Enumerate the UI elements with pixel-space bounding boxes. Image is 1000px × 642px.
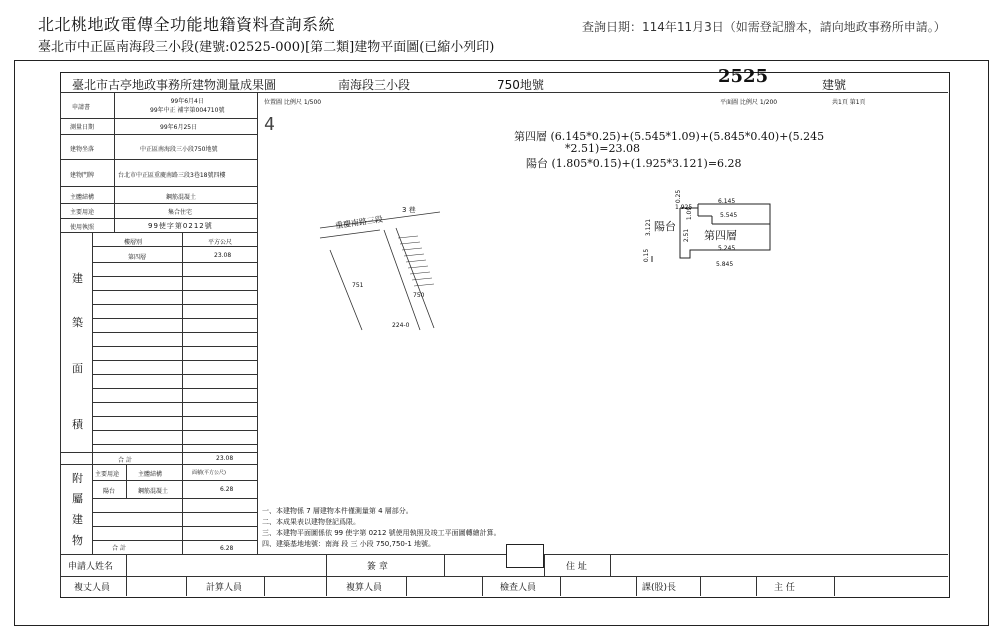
plan-scale-label: 平面圖 比例尺 1/200 xyxy=(720,99,778,106)
vertical-label-char: 築 xyxy=(72,316,83,329)
annex-header-area: 面積(平方公尺) xyxy=(192,470,226,476)
row-line xyxy=(92,332,257,333)
row-line xyxy=(92,416,257,417)
row-line xyxy=(92,318,257,319)
row-line xyxy=(60,159,257,160)
table-left-border xyxy=(60,92,61,596)
dim-5245: 5.245 xyxy=(718,245,736,252)
note-4: 四、建築基地地號：南海 段 三 小段 750,750-1 地號。 xyxy=(262,540,436,548)
calc-line-floor4: 第四層 (6.145*0.25)+(5.545*1.09)+(5.845*0.40)+(5.245 xyxy=(514,130,825,143)
row-line xyxy=(92,304,257,305)
query-date: 查詢日期：114年11月3日（如需登記謄本，請向地政事務所申請。） xyxy=(582,20,946,34)
area-total-label: 合 計 xyxy=(118,457,132,464)
annex-area: 6.28 xyxy=(220,486,234,493)
row-line xyxy=(92,540,257,541)
label-address: 建物門牌 xyxy=(70,172,95,179)
row-line xyxy=(60,452,257,453)
header-floor: 樓層別 xyxy=(124,239,143,246)
label-license: 使用執照 xyxy=(70,224,95,231)
row-line xyxy=(92,374,257,375)
dim-109: 1.09 xyxy=(686,206,694,221)
annex-col-divider xyxy=(126,464,127,498)
value-survey-date: 99年6月25日 xyxy=(160,124,198,131)
note-2: 二、本成果表以建物登記爲限。 xyxy=(262,518,360,526)
value-application: 99年6月4日 99年中正 補字第004710號 xyxy=(150,98,225,114)
row-line xyxy=(92,430,257,431)
road-label: 重慶南路三段 xyxy=(334,214,384,231)
label-location: 建物坐落 xyxy=(70,146,95,153)
calc-line-floor4-cont: *2.51)=23.08 xyxy=(565,142,640,155)
label-structure: 主體結構 xyxy=(70,194,95,201)
row-line xyxy=(92,388,257,389)
page-mark: 4 xyxy=(264,114,275,135)
footer-line xyxy=(60,554,948,555)
row-line xyxy=(92,480,257,481)
chief-label: 課(股)長 xyxy=(642,583,677,593)
footer-divider xyxy=(444,554,445,576)
value-structure: 鋼筋混凝土 xyxy=(166,194,197,201)
row-line xyxy=(92,346,257,347)
inspector-label: 檢查人員 xyxy=(500,583,537,593)
lot-label-224: 224-0 xyxy=(392,322,410,329)
note-1: 一、本建物係 7 層建物本件僅測量第 4 層部分。 xyxy=(262,507,413,515)
annex-total-label: 合 計 xyxy=(112,545,126,552)
row-line xyxy=(60,118,257,119)
dim-5545: 5.545 xyxy=(720,212,738,219)
row-line xyxy=(92,290,257,291)
calculator-label: 計算人員 xyxy=(206,583,243,593)
value-license: 99使字第0212號 xyxy=(148,222,213,230)
label-survey-date: 測量日期 xyxy=(70,124,95,131)
row-line xyxy=(60,218,257,219)
location-map-label: 位置圖 比例尺 1/500 xyxy=(264,99,322,106)
floor-name: 第四層 xyxy=(128,254,147,261)
row-line xyxy=(92,498,257,499)
row-line xyxy=(60,203,257,204)
page-title: 北北桃地政電傳全功能地籍資料查詢系統 xyxy=(38,15,336,34)
footer-divider xyxy=(700,576,701,596)
dim-251: 2.51 xyxy=(683,228,691,243)
dim-3121: 3.121 xyxy=(645,218,653,237)
floor-area: 23.08 xyxy=(214,252,232,259)
title-divider xyxy=(60,92,948,93)
annex-vertical-char: 物 xyxy=(72,534,83,547)
applicant-label: 申請人姓名 xyxy=(68,562,114,572)
section-name: 南海段三小段 xyxy=(338,78,411,92)
annex-vertical-char: 屬 xyxy=(72,492,83,505)
value-address: 台北市中正區重慶南路三段3巷18號四樓 xyxy=(118,172,226,179)
annex-total-value: 6.28 xyxy=(220,545,234,552)
row-line xyxy=(92,360,257,361)
footer-divider xyxy=(834,576,835,596)
annex-use: 陽台 xyxy=(103,488,116,495)
building-number: 2525 xyxy=(718,66,769,87)
footer-divider xyxy=(756,576,757,596)
seal-label: 簽 章 xyxy=(367,562,388,572)
dim-015: 0.15 xyxy=(643,248,651,263)
footer-divider xyxy=(482,576,483,596)
office-title: 臺北市古亭地政事務所建物測量成果圖 xyxy=(72,78,277,92)
annex-structure: 鋼筋混凝土 xyxy=(138,488,169,495)
footer-divider xyxy=(264,576,265,596)
row-line xyxy=(60,464,257,465)
dim-1925: 1.925 xyxy=(675,204,693,211)
table-right-border xyxy=(257,92,258,554)
note-3: 三、本建物平面圖係依 99 使字第 0212 號使用執照及竣工平面圖轉繪計算。 xyxy=(262,529,501,537)
value-location: 中正區南海段三小段750地號 xyxy=(140,146,218,153)
building-number-label: 建號 xyxy=(822,78,847,92)
page-subtitle: 臺北市中正區南海段三小段(建號:02525-000)[第二類]建物平面圖(已縮小列印) xyxy=(38,40,495,55)
label-application: 申請書 xyxy=(72,104,91,111)
row-line xyxy=(60,134,257,135)
row-line xyxy=(92,262,257,263)
lot-label-751: 751 xyxy=(352,282,364,289)
vertical-label-char: 積 xyxy=(72,418,83,431)
rechecker-label: 複算人員 xyxy=(346,583,383,593)
footer-divider xyxy=(126,554,127,596)
location-map xyxy=(300,190,470,340)
floor4-label: 第四層 xyxy=(704,229,737,242)
table-col-divider xyxy=(114,92,115,232)
footer-divider xyxy=(186,576,187,596)
annex-header-use: 主要用途 xyxy=(95,471,120,478)
row-line xyxy=(92,276,257,277)
calc-line-balcony: 陽台 (1.805*0.15)+(1.925*3.121)=6.28 xyxy=(526,157,742,170)
dim-5845: 5.845 xyxy=(716,261,734,268)
area-total-value: 23.08 xyxy=(216,455,234,462)
row-line xyxy=(92,526,257,527)
row-line xyxy=(60,186,257,187)
row-line xyxy=(92,402,257,403)
director-label: 主 任 xyxy=(774,583,795,593)
seal-box xyxy=(506,544,544,568)
header-area: 平方公尺 xyxy=(208,239,233,246)
balcony-label: 陽台 xyxy=(654,220,676,233)
dim-6145: 6.145 xyxy=(718,198,736,205)
row-line xyxy=(92,246,257,247)
lot-label-750: 750 xyxy=(413,292,425,299)
footer-divider xyxy=(636,576,637,596)
vertical-label-char: 建 xyxy=(72,272,83,285)
footer-divider xyxy=(560,576,561,596)
lot-number: 750地號 xyxy=(497,78,544,92)
annex-vertical-char: 建 xyxy=(72,513,83,526)
reviewer-label: 複丈人員 xyxy=(74,583,111,593)
footer-divider xyxy=(406,576,407,596)
area-col-divider xyxy=(92,232,93,554)
label-main-use: 主要用途 xyxy=(70,209,95,216)
footer-divider xyxy=(610,554,611,576)
lane-label: 3 巷 xyxy=(402,206,416,214)
annex-header-structure: 主體結構 xyxy=(138,471,163,478)
row-line xyxy=(92,512,257,513)
row-line xyxy=(60,232,257,233)
address-label: 住 址 xyxy=(566,562,587,572)
sheet-number: 共1頁 第1頁 xyxy=(832,99,866,106)
footer-divider xyxy=(326,554,327,596)
footer-line xyxy=(60,576,948,577)
vertical-label-char: 面 xyxy=(72,362,83,375)
value-main-use: 集合住宅 xyxy=(168,209,193,216)
dim-025: 0.25 xyxy=(675,189,683,204)
footer-divider xyxy=(544,554,545,576)
row-line xyxy=(92,444,257,445)
annex-vertical-char: 附 xyxy=(72,472,83,485)
